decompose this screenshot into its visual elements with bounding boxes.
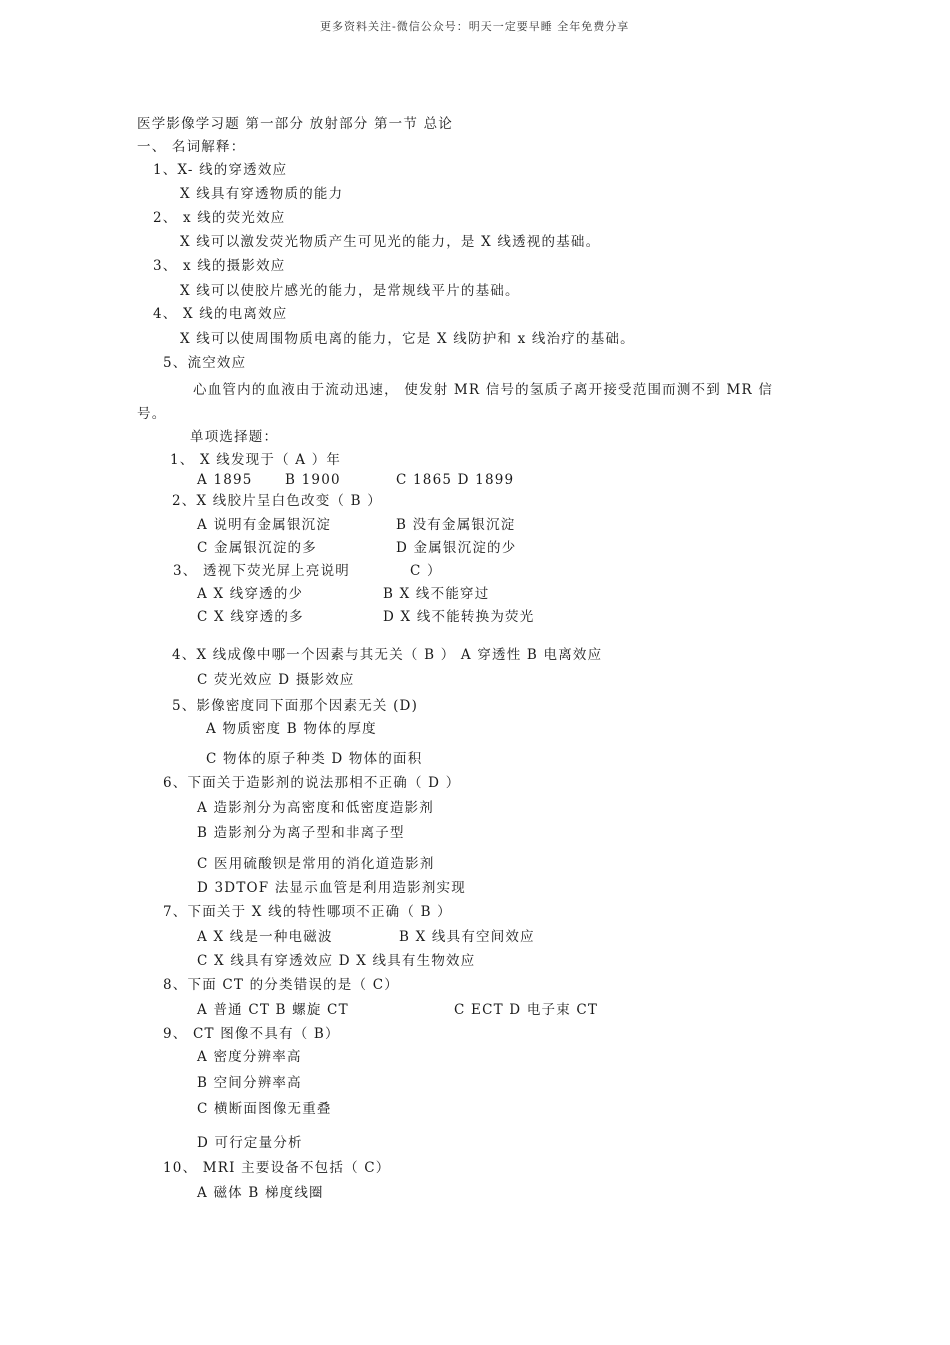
question-3: 3、 透视下荧光屏上亮说明 <box>173 563 350 579</box>
question-8: 8、下面 CT 的分类错误的是（ C） <box>163 977 399 993</box>
term-1: 1、X- 线的穿透效应 <box>153 162 288 178</box>
q9-option-a: A 密度分辨率高 <box>197 1049 302 1065</box>
q8-option-cd: C ECT D 电子束 CT <box>454 1002 599 1018</box>
term-5-definition-cont: 号。 <box>137 406 167 422</box>
question-4: 4、X 线成像中哪一个因素与其无关（ B ） A 穿透性 B 电离效应 <box>172 647 603 663</box>
question-6: 6、下面关于造影剂的说法那相不正确（ D ） <box>163 775 461 791</box>
question-2: 2、X 线胶片呈白色改变（ B ） <box>172 493 382 509</box>
term-5: 5、流空效应 <box>163 355 247 371</box>
q7-option-cd: C X 线具有穿透效应 D X 线具有生物效应 <box>197 953 476 969</box>
question-7: 7、下面关于 X 线的特性哪项不正确（ B ） <box>163 904 452 920</box>
term-3-definition: X 线可以使胶片感光的能力，是常规线平片的基础。 <box>180 283 520 299</box>
q1-option-cd: C 1865 D 1899 <box>396 472 515 488</box>
term-3: 3、 x 线的摄影效应 <box>153 258 286 274</box>
term-5-definition: 心血管内的血液由于流动迅速， 使发射 MR 信号的氢质子离开接受范围而测不到 MR 信 <box>193 382 774 398</box>
term-4-definition: X 线可以使周围物质电离的能力，它是 X 线防护和 x 线治疗的基础。 <box>180 331 635 347</box>
term-4: 4、 X 线的电离效应 <box>153 306 288 322</box>
q7-option-b: B X 线具有空间效应 <box>399 929 535 945</box>
q3-option-a: A X 线穿透的少 <box>197 586 304 602</box>
q9-option-d: D 可行定量分析 <box>197 1135 303 1151</box>
q4-options: C 荧光效应 D 摄影效应 <box>197 672 355 688</box>
q6-option-c: C 医用硫酸钡是常用的消化道造影剂 <box>197 856 435 872</box>
question-5: 5、影像密度同下面那个因素无关 (D) <box>172 698 419 714</box>
q1-option-b: B 1900 <box>285 472 341 488</box>
q3-option-d: D X 线不能转换为荧光 <box>383 609 535 625</box>
term-1-definition: X 线具有穿透物质的能力 <box>180 186 344 202</box>
q2-option-c: C 金属银沉淀的多 <box>197 540 317 556</box>
question-9: 9、 CT 图像不具有（ B） <box>163 1026 340 1042</box>
q1-option-a: A 1895 <box>197 472 253 488</box>
q6-option-b: B 造影剂分为离子型和非离子型 <box>197 825 405 841</box>
q6-option-d: D 3DTOF 法显示血管是利用造影剂实现 <box>197 880 466 896</box>
page-title: 医学影像学习题 第一部分 放射部分 第一节 总论 <box>137 116 453 132</box>
q6-option-a: A 造影剂分为高密度和低密度造影剂 <box>197 800 434 816</box>
q7-option-a: A X 线是一种电磁波 <box>197 929 333 945</box>
q2-option-a: A 说明有金属银沉淀 <box>197 517 332 533</box>
q9-option-c: C 横断面图像无重叠 <box>197 1101 332 1117</box>
q2-option-b: B 没有金属银沉淀 <box>396 517 516 533</box>
term-2: 2、 x 线的荧光效应 <box>153 210 286 226</box>
q3-option-c: C X 线穿透的多 <box>197 609 304 625</box>
q5-options-ab: A 物质密度 B 物体的厚度 <box>206 721 377 737</box>
question-3-answer: C ） <box>410 563 442 579</box>
question-10: 10、 MRI 主要设备不包括（ C） <box>163 1160 391 1176</box>
q2-option-d: D 金属银沉淀的少 <box>396 540 517 556</box>
q10-option-ab: A 磁体 B 梯度线圈 <box>197 1185 324 1201</box>
section-heading-terms: 一、 名词解释： <box>137 139 246 155</box>
question-1: 1、 X 线发现于（ A ）年 <box>170 452 342 468</box>
q3-option-b: B X 线不能穿过 <box>383 586 490 602</box>
term-2-definition: X 线可以激发荧光物质产生可见光的能力，是 X 线透视的基础。 <box>180 234 601 250</box>
header-note: 更多资料关注-微信公众号：明天一定要早睡 全年免费分享 <box>320 20 630 33</box>
q8-option-ab: A 普通 CT B 螺旋 CT <box>197 1002 349 1018</box>
section-heading-choice: 单项选择题： <box>190 429 279 445</box>
q5-options-cd: C 物体的原子种类 D 物体的面积 <box>206 751 423 767</box>
q9-option-b: B 空间分辨率高 <box>197 1075 302 1091</box>
